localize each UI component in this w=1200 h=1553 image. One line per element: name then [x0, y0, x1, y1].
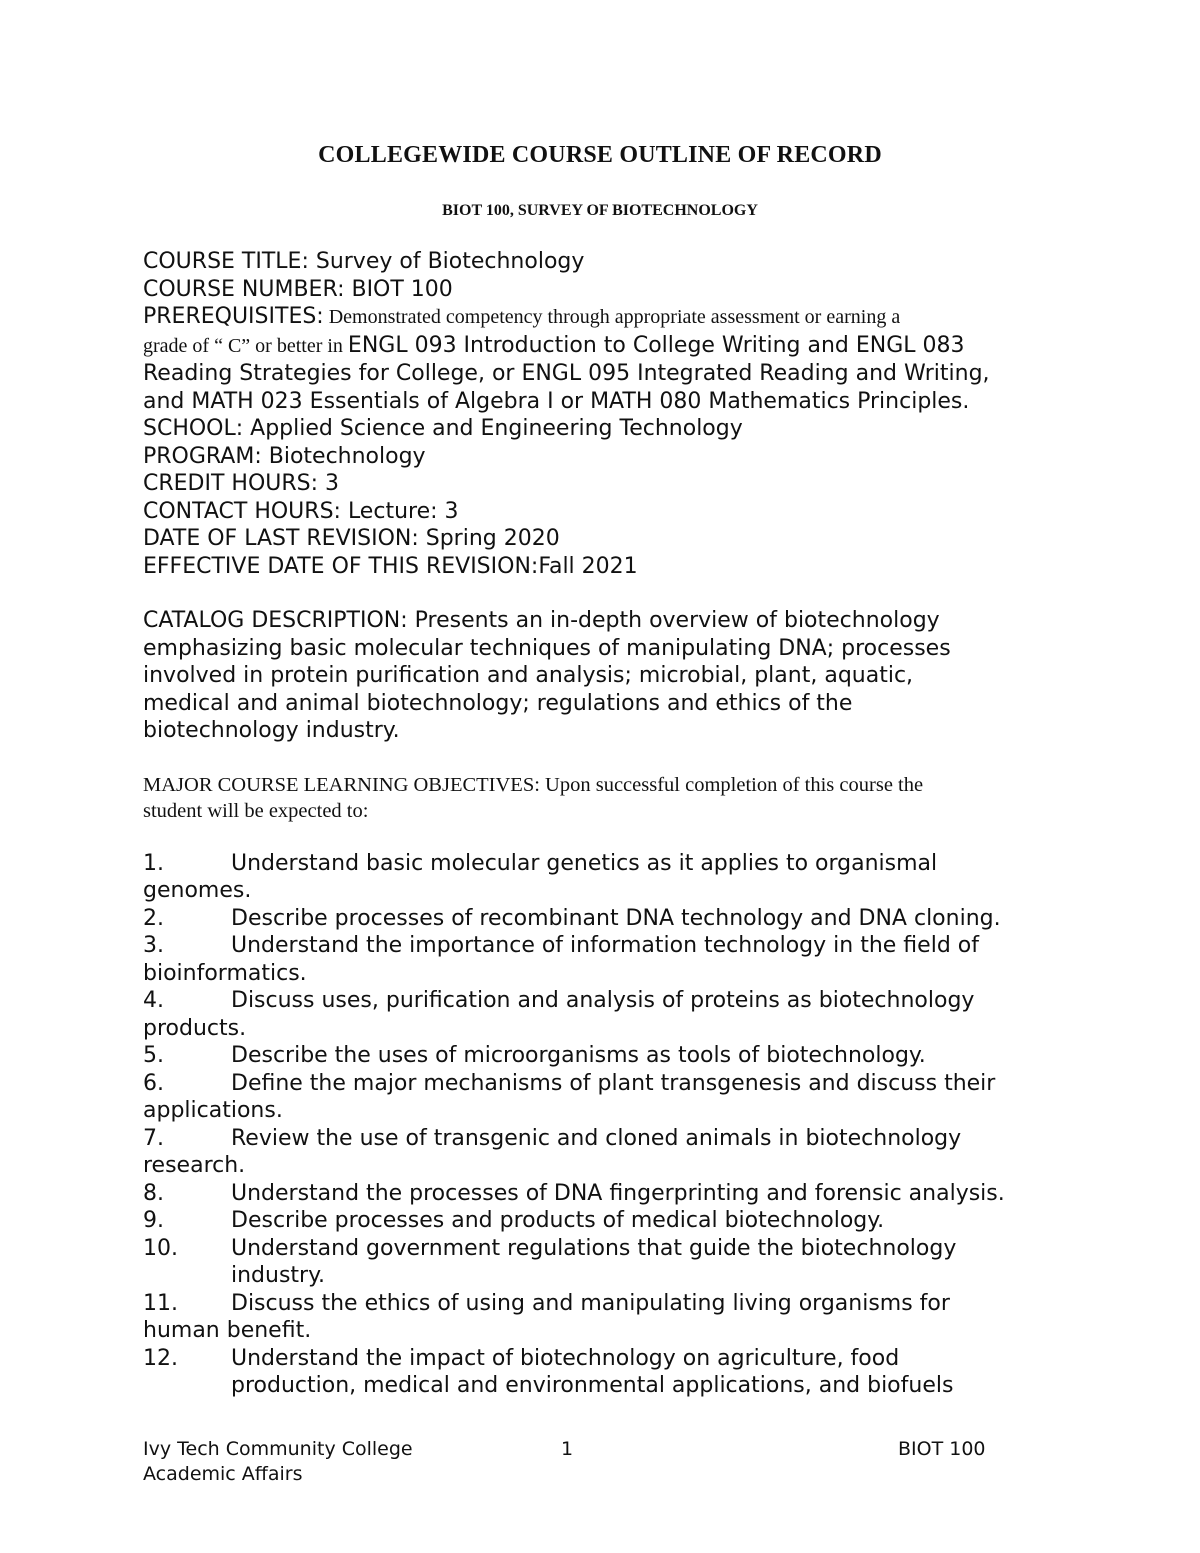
objective-text: Define the major mechanisms of plant transgenesis and discuss their — [231, 1070, 996, 1096]
catalog-line: biotechnology industry. — [143, 718, 400, 743]
objective-text: Describe processes of recombinant DNA technology and DNA cloning. — [231, 905, 1001, 931]
objective-item — [143, 987, 1068, 1042]
objective-item — [143, 1042, 1068, 1070]
program: PROGRAM: Biotechnology — [143, 443, 426, 469]
prerequisites-text-2: grade of “ C” or better in — [143, 334, 348, 357]
objective-item — [143, 1290, 1068, 1345]
prerequisites-text-1: Demonstrated competency through appropriate assessment or earning a — [323, 306, 901, 328]
objective-text: Understand the impact of biotechnology on agriculture, food — [231, 1345, 900, 1371]
objective-text-continued: industry. — [231, 1263, 325, 1288]
footer-left — [143, 1437, 413, 1487]
catalog-line: involved in protein purification and analysis; microbial, plant, aquatic, — [143, 663, 914, 688]
objective-text-continued: products. — [143, 1015, 247, 1041]
objective-number: 2. — [143, 905, 164, 931]
course-number: COURSE NUMBER: BIOT 100 — [143, 276, 453, 302]
objectives-list — [143, 850, 1068, 1400]
objectives-intro — [143, 772, 1068, 824]
contact-hours: CONTACT HOURS: Lecture: 3 — [143, 498, 459, 524]
objective-text: Understand the importance of information technology in the field of — [231, 933, 979, 958]
footer-institution: Ivy Tech Community College — [143, 1438, 413, 1460]
objective-number: 12. — [143, 1345, 178, 1371]
prerequisites-line-3: Reading Strategies for College, or ENGL 095 Integrated Reading and Writing, — [143, 361, 990, 386]
prerequisites-line-4: and MATH 023 Essentials of Algebra I or MATH 080 Mathematics Principles. — [143, 388, 970, 414]
document-title: COLLEGEWIDE COURSE OUTLINE OF RECORD — [318, 142, 882, 168]
objective-text: Understand the processes of DNA fingerprinting and forensic analysis. — [231, 1180, 1005, 1206]
school: SCHOOL: Applied Science and Engineering Technology — [143, 416, 743, 441]
objective-item — [143, 1345, 1068, 1400]
objective-number: 7. — [143, 1125, 164, 1151]
objective-item — [143, 850, 1068, 905]
catalog-line: CATALOG DESCRIPTION: Presents an in-depth overview of biotechnology — [143, 608, 940, 633]
objective-number: 4. — [143, 988, 164, 1013]
objective-number: 11. — [143, 1290, 178, 1316]
objective-text: Understand government regulations that guide the biotechnology — [231, 1235, 957, 1261]
catalog-line: medical and animal biotechnology; regulations and ethics of the — [143, 690, 853, 716]
objectives-intro-line: MAJOR COURSE LEARNING OBJECTIVES: Upon successful completion of this course the — [143, 773, 924, 796]
objective-number: 3. — [143, 933, 164, 958]
credit-hours: CREDIT HOURS: 3 — [143, 471, 340, 496]
objective-text: Discuss the ethics of using and manipulating living organisms for — [231, 1290, 950, 1316]
prerequisites-text-2b: ENGL 093 Introduction to College Writing and ENGL 083 — [347, 332, 965, 358]
objective-number: 5. — [143, 1043, 164, 1068]
page-number: 1 — [561, 1438, 574, 1460]
objective-item — [143, 1070, 1068, 1125]
objective-text: Describe processes and products of medical biotechnology. — [231, 1208, 885, 1233]
objective-item — [143, 1235, 1068, 1290]
catalog-description — [143, 607, 1068, 745]
objective-number: 6. — [143, 1070, 164, 1096]
objective-text-continued: genomes. — [143, 878, 252, 903]
document-body — [143, 248, 1068, 1400]
effective-date: EFFECTIVE DATE OF THIS REVISION:Fall 2021 — [143, 553, 638, 579]
objective-text-continued: bioinformatics. — [143, 960, 307, 986]
objective-text-continued: research. — [143, 1153, 246, 1178]
objective-number: 1. — [143, 850, 164, 876]
objective-number: 8. — [143, 1180, 164, 1206]
prerequisites-label: PREREQUISITES: — [143, 304, 324, 329]
prerequisites-line-1 — [143, 303, 1068, 332]
objective-text: Describe the uses of microorganisms as tools of biotechnology. — [231, 1043, 926, 1068]
objective-item — [143, 1125, 1068, 1180]
catalog-line: emphasizing basic molecular techniques of manipulating DNA; processes — [143, 635, 951, 661]
objective-text: Review the use of transgenic and cloned animals in biotechnology — [231, 1125, 962, 1151]
last-revision: DATE OF LAST REVISION: Spring 2020 — [143, 526, 560, 551]
footer-course-code: BIOT 100 — [898, 1438, 986, 1460]
objective-text-continued: human benefit. — [143, 1318, 312, 1343]
footer-department: Academic Affairs — [143, 1463, 303, 1485]
objective-number: 10. — [143, 1235, 178, 1261]
objective-text: Discuss uses, purification and analysis of proteins as biotechnology — [231, 988, 975, 1013]
objective-item — [143, 905, 1068, 933]
course-title: COURSE TITLE: Survey of Biotechnology — [143, 249, 585, 274]
objective-text: Understand basic molecular genetics as it applies to organismal — [231, 850, 938, 876]
objective-number: 9. — [143, 1208, 164, 1233]
objective-text-continued: production, medical and environmental applications, and biofuels — [231, 1373, 954, 1398]
objective-item — [143, 1180, 1068, 1208]
prerequisites-line-2 — [143, 332, 1068, 361]
document-subtitle: BIOT 100, SURVEY OF BIOTECHNOLOGY — [442, 202, 758, 219]
objective-text-continued: applications. — [143, 1098, 283, 1123]
objective-item — [143, 1207, 1068, 1235]
objectives-intro-line: student will be expected to: — [143, 799, 369, 822]
objective-item — [143, 932, 1068, 987]
